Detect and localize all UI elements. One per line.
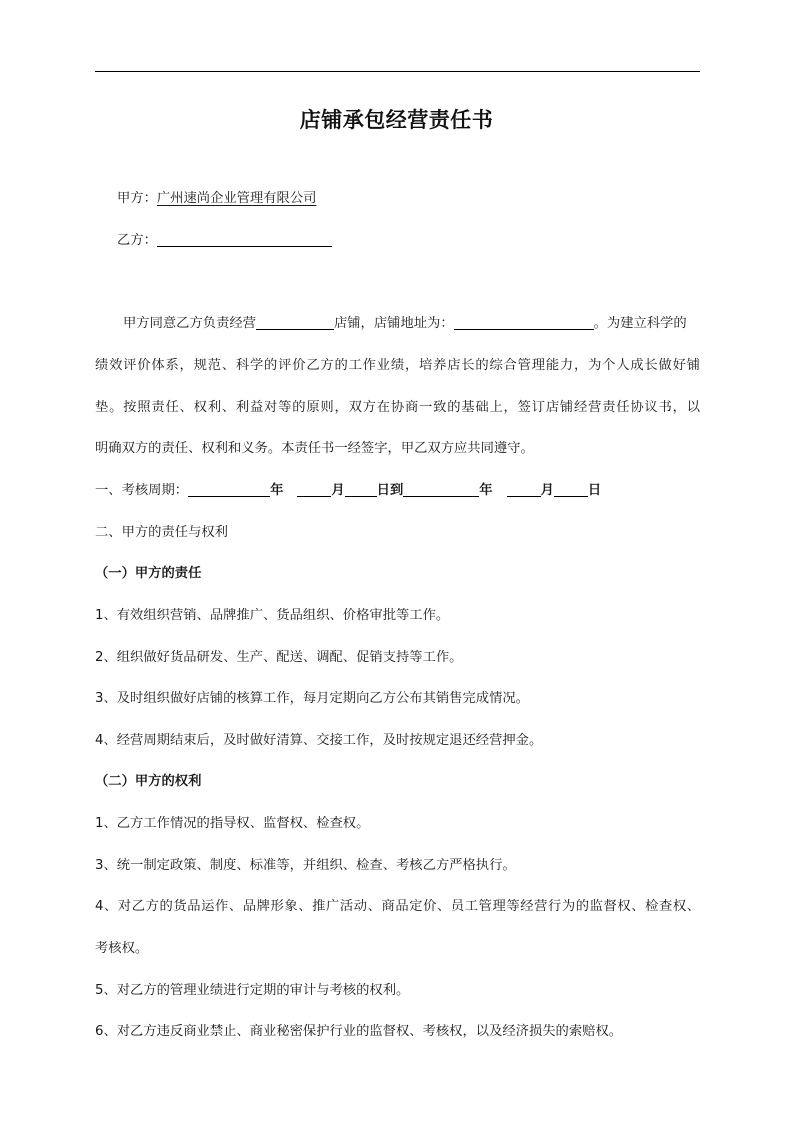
intro-text-a: 甲方同意乙方负责经营: [123, 316, 256, 331]
list-item: 3、统一制定政策、制度、标准等，并组织、检查、考核乙方严格执行。: [95, 858, 516, 873]
end-year-blank: [403, 482, 479, 497]
party-a-name: 广州速尚企业管理有限公司: [156, 191, 317, 206]
list-item: 1、有效组织营销、品牌推广、货品组织、价格审批等工作。: [95, 608, 450, 623]
assessment-period-line: [95, 482, 700, 500]
intro-line-3: 垫。按照责任、权利、利益对等的原则，双方在协商一致的基础上，签订店铺经营责任协议书，以: [95, 400, 700, 415]
party-a-label: 甲方：: [117, 191, 157, 206]
sub-1-heading: （一）甲方的责任: [95, 566, 202, 581]
list-item: 1、乙方工作情况的指导权、监督权、检查权。: [95, 816, 370, 831]
intro-line-2: 绩效评价体系，规范、科学的评价乙方的工作业绩，培养店长的综合管理能力，为个人成长做好铺: [95, 358, 700, 373]
end-day-label: 日: [587, 483, 602, 498]
period-label: 一、考核周期：: [95, 483, 189, 498]
party-a-line: [117, 190, 722, 208]
list-item: 6、对乙方违反商业禁止、商业秘密保护行业的监督权、考核权，以及经济损失的索赔权。: [95, 1024, 623, 1039]
store-name-blank: [256, 315, 334, 330]
start-day-blank: [345, 482, 377, 497]
store-address-blank: [454, 315, 594, 330]
start-month-label: 月: [331, 483, 345, 498]
intro-line-1: [95, 315, 700, 333]
document-title: 店铺承包经营责任书: [299, 108, 494, 132]
party-b-blank: [157, 232, 332, 247]
end-month-blank: [507, 482, 541, 497]
section-2-heading: 二、甲方的责任与权利: [95, 525, 228, 540]
start-year-label: 年: [270, 483, 284, 498]
party-b-label: 乙方：: [117, 233, 157, 248]
end-month-label: 月: [540, 483, 554, 498]
start-year-blank: [188, 482, 270, 497]
list-item-continuation: 考核权。: [95, 941, 149, 956]
start-day-to-label: 日到: [376, 483, 404, 498]
intro-text-b: 店铺，店铺地址为：: [333, 316, 454, 331]
sub-2-heading: （二）甲方的权利: [95, 774, 202, 789]
intro-text-c: 。为建立科学的: [593, 316, 687, 331]
list-item: 3、及时组织做好店铺的核算工作，每月定期向乙方公布其销售完成情况。: [95, 691, 529, 706]
end-day-blank: [554, 482, 588, 497]
list-item: 4、对乙方的货品运作、品牌形象、推广活动、商品定价、员工管理等经营行为的监督权、检查权、: [95, 899, 700, 914]
intro-line-4: 明确双方的责任、权利和义务。本责任书一经签字，甲乙双方应共同遵守。: [95, 441, 534, 456]
list-item: 2、组织做好货品研发、生产、配送、调配、促销支持等工作。: [95, 650, 463, 665]
start-month-blank: [297, 482, 331, 497]
end-year-label: 年: [479, 483, 493, 498]
list-item: 5、对乙方的管理业绩进行定期的审计与考核的权利。: [95, 983, 410, 998]
list-item: 4、经营周期结束后，及时做好清算、交接工作，及时按规定退还经营押金。: [95, 733, 543, 748]
party-b-line: [117, 232, 722, 250]
header-rule: [95, 71, 700, 72]
